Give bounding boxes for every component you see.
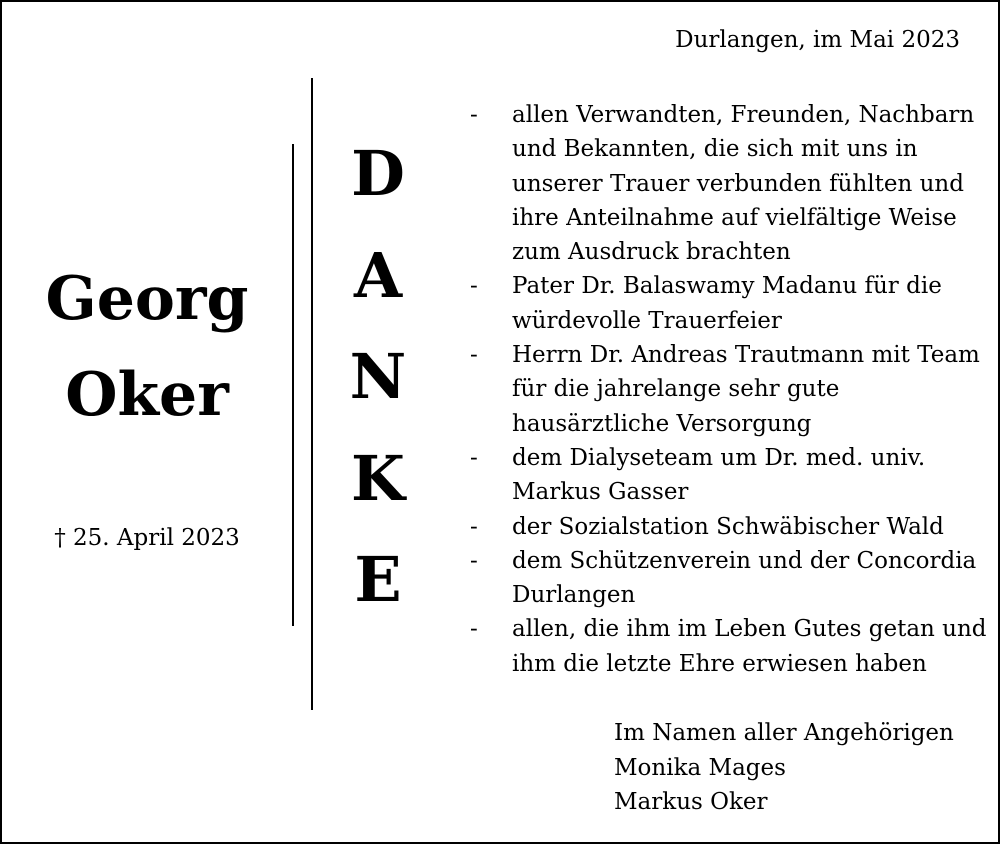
thanks-item-line: und Bekannten, die sich mit uns in bbox=[512, 136, 918, 163]
thanks-item-line: Pater Dr. Balaswamy Madanu für die bbox=[512, 273, 942, 300]
thanks-item-line: der Sozialstation Schwäbischer Wald bbox=[512, 513, 944, 540]
deceased-name bbox=[12, 264, 282, 430]
thanks-item-line: zum Ausdruck brachten bbox=[512, 239, 791, 266]
thanks-item bbox=[464, 544, 984, 613]
thanks-item bbox=[464, 441, 984, 510]
signature-line: Markus Oker bbox=[614, 789, 768, 815]
place-and-date: Durlangen, im Mai 2023 bbox=[675, 27, 960, 53]
dash-bullet: - bbox=[470, 444, 478, 471]
thanks-item-line: unserer Trauer verbunden fühlten und bbox=[512, 170, 964, 197]
signature-line: Monika Mages bbox=[614, 754, 786, 781]
signature-line: Im Namen aller Angehörigen bbox=[614, 720, 954, 746]
divider-long bbox=[311, 78, 313, 710]
thanks-item-line: allen Verwandten, Freunden, Nachbarn bbox=[512, 102, 975, 128]
dash-bullet: - bbox=[470, 273, 478, 300]
death-date: † 25. April 2023 bbox=[54, 525, 240, 551]
signature-block bbox=[614, 716, 954, 820]
dash-bullet: - bbox=[470, 513, 478, 540]
dash-bullet: - bbox=[470, 102, 478, 128]
thanks-item-line: ihm die letzte Ehre erwiesen haben bbox=[512, 650, 927, 677]
thanks-item-line: Markus Gasser bbox=[512, 479, 689, 506]
danke-letter: K bbox=[351, 441, 405, 515]
thanks-list bbox=[464, 98, 987, 681]
thanks-item-line: allen, die ihm im Leben Gutes getan und bbox=[512, 616, 987, 643]
dash-bullet: - bbox=[470, 342, 478, 369]
divider-short bbox=[292, 144, 294, 626]
danke-headline bbox=[335, 137, 421, 648]
thanks-item-line: Durlangen bbox=[512, 582, 636, 609]
thanks-item-line: dem Dialyseteam um Dr. med. univ. bbox=[512, 444, 926, 471]
first-name: Georg bbox=[45, 264, 249, 334]
thanks-item bbox=[464, 338, 984, 441]
thanks-item-line: Herrn Dr. Andreas Trautmann mit Team bbox=[512, 342, 980, 369]
dash-bullet: - bbox=[470, 547, 478, 574]
thanks-item-line: für die jahrelange sehr gute bbox=[512, 376, 840, 403]
thanks-item bbox=[464, 98, 984, 269]
last-name: Oker bbox=[65, 360, 229, 430]
danke-letter: N bbox=[349, 340, 407, 413]
thanks-item-line: dem Schützenverein und der Concordia bbox=[512, 547, 977, 574]
thanks-item bbox=[464, 612, 987, 681]
thanks-item bbox=[464, 269, 984, 338]
thanks-item-line: ihre Anteilnahme auf vielfältige Weise bbox=[512, 204, 957, 231]
thanks-item bbox=[464, 510, 984, 544]
dash-bullet: - bbox=[470, 616, 478, 643]
thanks-item-line: hausärztliche Versorgung bbox=[512, 410, 812, 437]
thanks-item-line: würdevolle Trauerfeier bbox=[512, 307, 782, 334]
danke-letter: A bbox=[353, 238, 403, 312]
danke-letter: E bbox=[354, 543, 402, 616]
danke-letter: D bbox=[351, 137, 405, 210]
